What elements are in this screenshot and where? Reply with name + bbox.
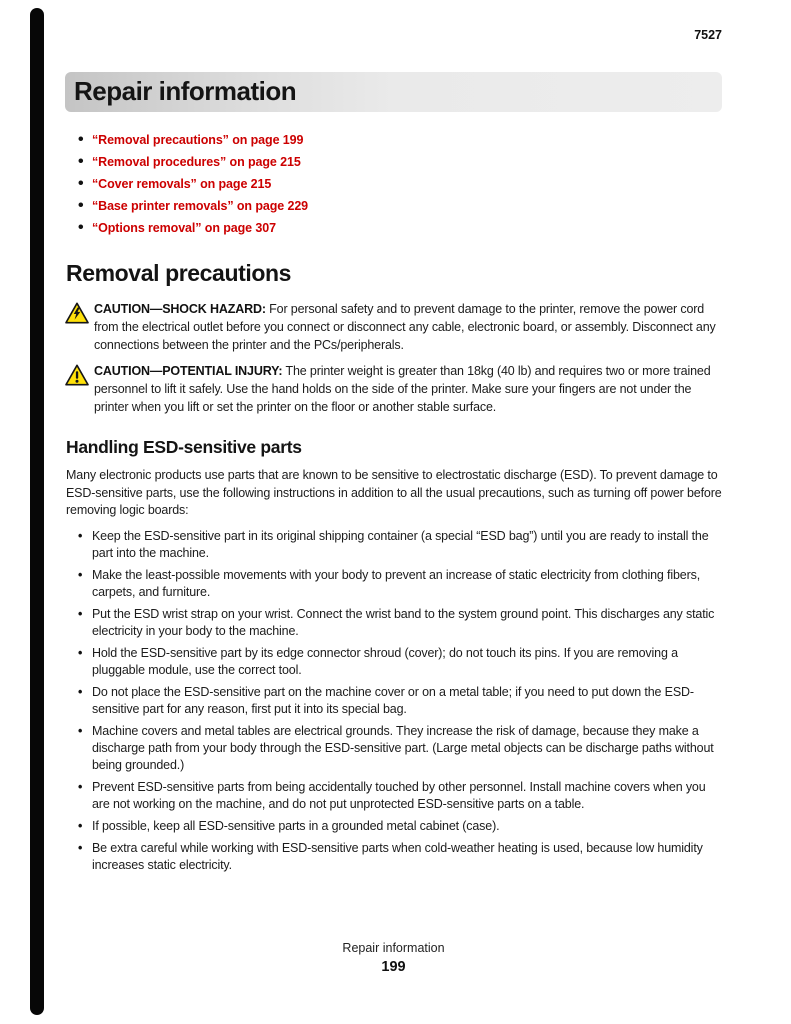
- bullet-icon: •: [78, 567, 83, 582]
- toc-link-cover-removals[interactable]: “Cover removals” on page 215: [92, 177, 272, 191]
- esd-item-text: Do not place the ESD-sensitive part on the machine cover or on a metal table; if you need to put down the ESD-sensitive part for any reason, first put it into its special bag.: [92, 684, 694, 716]
- toc-link-options-removal[interactable]: “Options removal” on page 307: [92, 221, 276, 235]
- esd-item-text: Be extra careful while working with ESD-sensitive parts when cold-weather heating is used, because low humidity increases static electricity.: [92, 840, 703, 872]
- toc-link-base-printer-removals[interactable]: “Base printer removals” on page 229: [92, 199, 309, 213]
- page-title: Repair information: [74, 75, 297, 106]
- page-footer: [65, 941, 722, 975]
- esd-item-text: Make the least-possible movements with your body to prevent an increase of static electricity from clothing fibers, carpets, and furniture.: [92, 567, 701, 599]
- esd-item-text: If possible, keep all ESD-sensitive parts in a grounded metal cabinet (case).: [92, 818, 500, 833]
- esd-list-item: [65, 528, 722, 562]
- warning-triangle-icon: [65, 364, 90, 416]
- page-content: [65, 72, 722, 879]
- esd-item-text: Prevent ESD-sensitive parts from being accidentally touched by other personnel. Install machine covers when you are not working on the machine, and do not put unprotected ESD-sensitive parts on a table.: [92, 779, 706, 811]
- caution-body: For personal safety and to prevent damage to the printer, remove the power cord from the electrical outlet before you connect or disconnect any cable, electronic board, or assembly. Disconnect any connections between the printer and the PCs/peripherals.: [94, 302, 716, 352]
- bullet-icon: •: [78, 779, 83, 794]
- bullet-icon: •: [78, 840, 83, 855]
- toc-link-removal-procedures[interactable]: “Removal procedures” on page 215: [92, 155, 301, 169]
- bullet-icon: •: [78, 197, 84, 214]
- toc-item-removal-procedures: [65, 151, 722, 173]
- esd-list-item: [65, 840, 722, 874]
- caution-label: CAUTION—POTENTIAL INJURY:: [94, 364, 283, 378]
- esd-item-text: Put the ESD wrist strap on your wrist. Connect the wrist band to the system ground point. This discharges any static electricity in your body to the machine.: [92, 606, 715, 638]
- bullet-icon: •: [78, 153, 84, 170]
- esd-list-item: [65, 779, 722, 813]
- caution-potential-injury: [65, 362, 722, 416]
- esd-item-text: Keep the ESD-sensitive part in its original shipping container (a special “ESD bag”) until you are ready to install the part into the machine.: [92, 528, 709, 560]
- toc-item-cover-removals: [65, 173, 722, 195]
- bullet-icon: •: [78, 818, 83, 833]
- bullet-icon: •: [78, 606, 83, 621]
- caution-body: The printer weight is greater than 18kg (40 lb) and requires two or more trained personnel to lift it safely. Use the hand holds on the side of the printer. Make sure your fingers are not under the printer when you lift or set the printer on the floor or another stable surface.: [94, 364, 711, 414]
- caution-shock-hazard: [65, 300, 722, 354]
- scan-artifact-bar: [30, 8, 44, 1015]
- esd-intro-paragraph: Many electronic products use parts that are known to be sensitive to electrostatic discharge (ESD). To prevent damage to ESD-sensitive parts, use the following instructions in addition to all the usual precautions, such as turning off power before removing logic boards:: [66, 468, 722, 517]
- subsection-heading-esd: Handling ESD-sensitive parts: [66, 437, 302, 457]
- toc-item-base-printer-removals: [65, 195, 722, 217]
- section-heading-removal-precautions: Removal precautions: [66, 260, 292, 286]
- bullet-icon: •: [78, 175, 84, 192]
- toc-item-options-removal: [65, 217, 722, 239]
- toc-link-removal-precautions[interactable]: “Removal precautions” on page 199: [92, 133, 304, 147]
- esd-list-item: [65, 645, 722, 679]
- shock-hazard-icon: [65, 302, 90, 354]
- esd-list-item: [65, 684, 722, 718]
- caution-text-block: [94, 362, 722, 416]
- toc-list: [65, 129, 722, 239]
- bullet-icon: •: [78, 528, 83, 543]
- bullet-icon: •: [78, 645, 83, 660]
- doc-id: 7527: [694, 28, 722, 42]
- caution-label: CAUTION—SHOCK HAZARD:: [94, 302, 266, 316]
- bullet-icon: •: [78, 131, 84, 148]
- bullet-icon: •: [78, 723, 83, 738]
- footer-section-name: Repair information: [342, 941, 445, 955]
- bullet-icon: •: [78, 684, 83, 699]
- esd-list-item: [65, 606, 722, 640]
- esd-list-item: [65, 818, 722, 835]
- esd-list-item: [65, 723, 722, 774]
- esd-item-text: Machine covers and metal tables are electrical grounds. They increase the risk of damage, because they make a discharge path from your body through the ESD-sensitive part. (Large metal objects can be discharge paths without being grounded.): [92, 723, 714, 772]
- bullet-icon: •: [78, 219, 84, 236]
- esd-item-text: Hold the ESD-sensitive part by its edge connector shroud (cover); do not touch its pins. If you are removing a pluggable module, use the correct tool.: [92, 645, 678, 677]
- chapter-title-banner: [65, 72, 722, 112]
- caution-text-block: [94, 300, 722, 354]
- footer-page-number: 199: [381, 959, 406, 975]
- esd-bullet-list: [65, 528, 722, 874]
- toc-item-removal-precautions: [65, 129, 722, 151]
- esd-list-item: [65, 567, 722, 601]
